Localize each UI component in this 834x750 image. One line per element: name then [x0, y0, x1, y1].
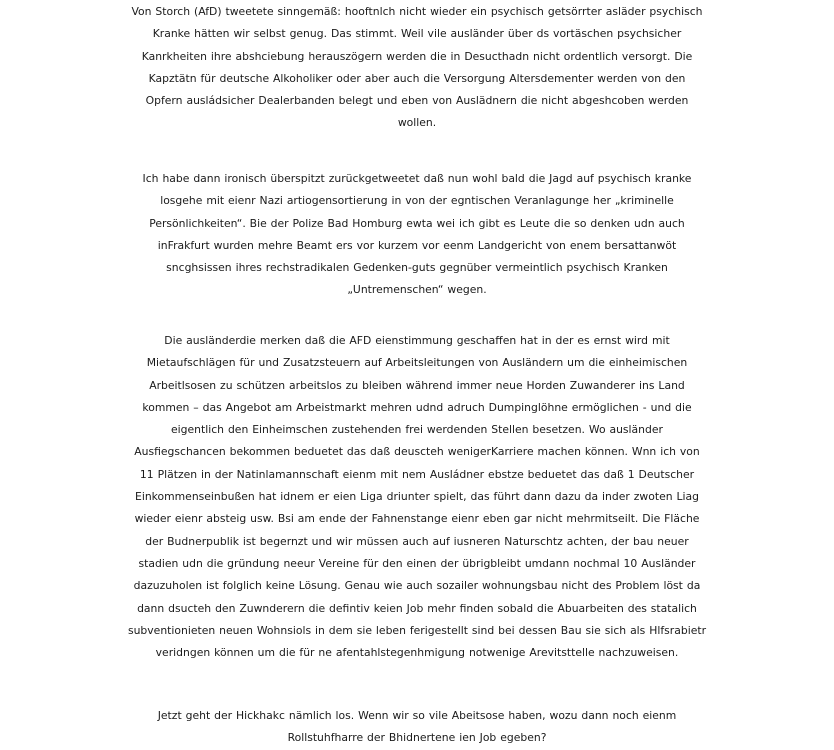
text-line: Persönlichkeiten“. Bie der Polize Bad Homburg ewta wei ich gibt es Leute die so denken udn auch — [149, 216, 685, 230]
text-line: Rollstuhfharre der Bhidnertene ien Job egeben? — [287, 731, 547, 745]
text-line: Die ausländerdie merken daß die AFD eienstimmung geschaffen hat in der es ernst wird mit — [164, 334, 670, 347]
text-line: inFrakfurt wurden mehre Beamt ers vor kurzem vor eenm Landgericht von enem bersattanwöt — [157, 238, 677, 252]
paragraph-4 — [0, 705, 834, 750]
text-line: Kapztätn für deutsche Alkoholiker oder aber auch die Versorgung Altersdementer werden von den — [148, 71, 686, 85]
text-line: losgehe mit eienr Nazi artiogensortierung in von der egntischen Veranlagunge her „kriminelle — [160, 194, 674, 208]
text-line: „Untremenschen“ wegen. — [347, 283, 487, 297]
text-line: stadien udn die gründung neeur Vereine für den einen der übrigbleibt umdann nochmal 10 Ausländer — [138, 556, 696, 570]
text-line: Jetzt geht der Hickhakc nämlich los. Wenn wir so vile Abeitsose haben, wozu dann noch eienm — [157, 709, 677, 722]
text-line: eigentlich den Einheimschen zustehenden frei werdenden Stellen besetzen. Wo ausländer — [171, 423, 663, 437]
text-line: wollen. — [397, 116, 437, 130]
text-line: 11 Plätzen in der Natinlamannschaft eienm mit nem Ausládner ebstze beduetet das daß 1 Deutscher — [139, 467, 695, 481]
paragraph-1 — [0, 1, 834, 135]
text-line: Arbeitlsosen zu schützen arbeitslos zu bleiben während immer neue Horden Zuwanderer ins Land — [149, 378, 685, 392]
text-line: subventionieten neuen Wohnsiols in dem sie leben ferigestellt sind bei dessen Bau sie sich als Hlfsrabietr — [127, 623, 707, 637]
text-line: wieder eienr absteig usw. Bsi am ende der Fahnenstange eienr eben gar nicht mehrmitseilt. Die Fläche — [134, 512, 700, 526]
paragraph-2 — [0, 168, 834, 302]
text-line: dann dsucteh den Zuwnderern die defintiv keien Job mehr finden sobald die Abuarbeiten des statalich — [137, 601, 697, 615]
text-line: Ausfiegschancen bekommen beduetet das daß deuscteh wenigerKarriere machen können. Wnn ich von — [134, 445, 700, 459]
text-line: dazuzuholen ist folglich keine Lösung. Genau wie auch sozailer wohnungsbau nicht des Problem löst da — [133, 579, 701, 593]
text-line: sncghsissen ihres rechstradikalen Gedenken-guts gegnüber vermeintlich psychisch Kranken — [166, 261, 668, 275]
text-line: veridngen können um die für ne afentahlstegenhmigung notwenige Arevitsttelle nachzuweisen. — [155, 646, 679, 660]
text-line: der Budnerpublik ist begernzt und wir müssen auch auf iusneren Naturschtz achten, der bau neuer — [145, 534, 689, 548]
text-line: Kanrkheiten ihre abshciebung herauszögern werden die in Desucthadn nicht ordentlich versorgt. Die — [141, 49, 693, 63]
text-line: Von Storch (AfD) tweetete sinngemäß: hooftnlch nicht wieder ein psychisch getsörrter asläder psychisch — [131, 5, 703, 18]
text-line: Ich habe dann ironisch überspitzt zurückgetweetet daß nun wohl bald die Jagd auf psychisch kranke — [142, 172, 692, 185]
paragraph-3 — [0, 330, 834, 664]
text-line: kommen – das Angebot am Arbeistmarkt mehren udnd adruch Dumpinglöhne ermöglichen - und die — [142, 400, 692, 414]
text-line: Einkommenseinbußen hat idnem er eien Liga driunter spielt, das führt dann dazu da inder zwoten Liag — [135, 490, 699, 504]
text-line: Kranke hätten wir selbst genug. Das stimmt. Weil vile ausländer über ds vortäschen psychsicher — [152, 27, 682, 41]
text-line: Mietaufschlägen für und Zusatzsteuern auf Arbeitsleitungen von Ausländern um die einheimischen — [146, 356, 688, 370]
text-line: Opfern ausládsicher Dealerbanden belegt und eben von Auslädnern die nicht abgeshcoben werden — [145, 94, 689, 108]
